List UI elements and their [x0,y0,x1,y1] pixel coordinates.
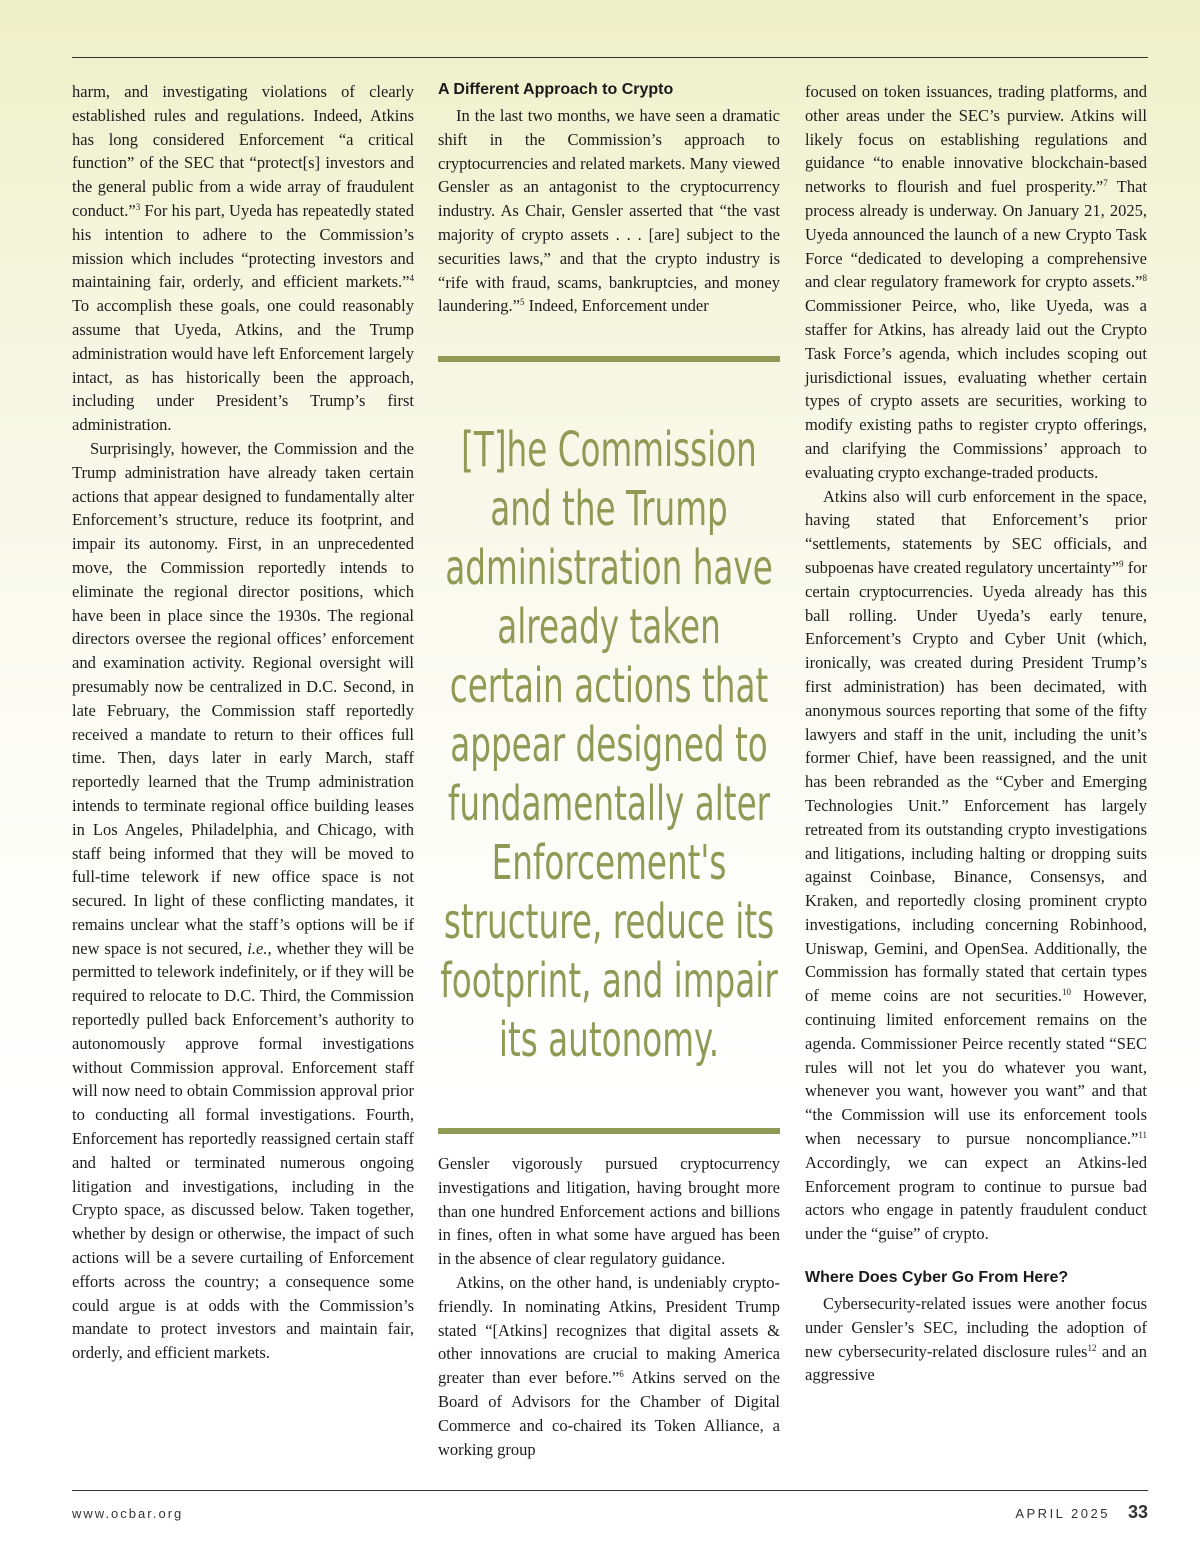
footnote-ref[interactable]: 3 [135,201,141,212]
column-1 [72,80,414,1365]
footer-date: APRIL 2025 [1015,1506,1110,1521]
footnote-ref[interactable]: 11 [1138,1130,1147,1141]
footnote-ref[interactable]: 5 [520,297,525,308]
paragraph: In the last two months, we have seen a dramatic shift in the Commission’s approach to cryptocurrencies and related markets. Many viewed Gensler as an antagonist to the cryptocurrency industry. As Chair, Gensler asserted that “the vast majority of crypto assets . . . [are] subject to the securities laws,” and that the crypto industry is “rife with fraud, scams, bankruptcies, and money laundering.”$^5$ Indeed, Enforcement under [438,106,780,316]
footnote-ref[interactable]: 6 [619,1369,624,1380]
footnote-ref[interactable]: 7 [1103,178,1108,189]
footnote-ref[interactable]: 9 [1118,558,1124,569]
paragraph: Cybersecurity-related issues were another focus under Gensler’s SEC, including the adoption of new cybersecurity-related disclosure rules$^{12}$ and an aggressive [805,1294,1148,1385]
pull-quote [438,356,780,1134]
paragraph: Gensler vigorously pursued cryptocurrency investigations and litigation, having brought more than one hundred Enforcement actions and billions in fines, often in what some have argued has been in the absence of clear regulatory guidance. [438,1154,780,1269]
footer-right [1015,1502,1148,1523]
column-2-continued [438,1152,780,1461]
pull-quote-text: [T]he Commission and the Trump administration have already taken certain actions that appear designed to fundamentally alter Enforcement's structure, reduce its footprint, and impair its autonomy. [440,421,778,1068]
paragraph: Atkins also will curb enforcement in the space, having stated that Enforcement’s prior “settlements, statements by SEC officials, and subpoenas have created regulatory uncertainty”$^9$ for certain cryptocurrencies. Uyeda already has this ball rolling. Under Uyeda’s early tenure, Enforcement’s Crypto and Cyber Unit (which, ironically, was created during President Trump’s first administration) has been decimated, with anonymous sources reporting that some of the fifty lawyers and staff in the unit, including the unit’s former Chief, have been reassigned, and the unit has been rebranded as the “Cyber and Emerging Technologies Unit.” Enforcement has largely retreated from its outstanding crypto investigations and litigations, including halting or dropping suits against Coinbase, Binance, Consensys, and Kraken, and reportedly closing prominent crypto investigations, including concerning Robinhood, Uniswap, Gemini, and OpenSea. Additionally, the Commission has formally stated that certain types of meme coins are not securities.$^{10}$ However, continuing limited enforcement remains on the agenda. Commissioner Peirce recently stated “SEC rules will not let you do whatever you want, whenever you want, however you want” and that “the Commission will use its enforcement tools when necessary to pursue noncompliance.”$^{11}$ Accordingly, we can expect an Atkins-led Enforcement program to continue to pursue bad actors who engage in patently fraudulent conduct under the “guise” of crypto. [805,486,1147,1244]
bottom-rule [72,1490,1148,1491]
paragraph: harm, and investigating violations of clearly established rules and regulations. Indeed, Atkins has long considered Enforcement “a critical function” of the SEC that “protect[s] investors and the general public from a wide array of fraudulent conduct.”$^3$ For his part, Uyeda has repeatedly stated his intention to adhere to the Commission’s mission which includes “protecting investors and maintaining fair, orderly, and efficient markets.”$^4$ To accomplish these goals, one could reasonably assume that Uyeda, Atkins, and the Trump administration would have left Enforcement largely intact, as has historically been the approach, including under President’s Trump’s first administration. [72,82,414,435]
paragraph: focused on token issuances, trading platforms, and other areas under the SEC’s purview. Atkins will likely focus on establishing regulations and guidance “to enable innovative blockchain-based networks to flourish and fuel prosperity.”$^7$ That process already is underway. On January 21, 2025, Uyeda announced the launch of a new Crypto Task Force “dedicated to developing a comprehensive and clear regulatory framework for crypto assets.”$^8$ Commissioner Peirce, who, like Uyeda, was a staffer for Atkins, has already laid out the Crypto Task Force’s agenda, which includes scoping out jurisdictional issues, evaluating whether certain types of crypto assets are securities, working to modify existing paths to register crypto offerings, and clarifying the Commissions’ approach to evaluating crypto exchange-traded products. [805,82,1147,482]
column-3 [805,80,1147,1387]
paragraph: Surprisingly, however, the Commission and the Trump administration have already taken certain actions that appear designed to fundamentally alter Enforcement’s structure, reduce its footprint, and impair its autonomy. First, in an unprecedented move, the Commission reportedly intends to eliminate the regional director positions, which have been in place since the 1930s. The regional directors oversee the regional offices’ enforcement and examination activity. Regional oversight will presumably now be centralized in D.C. Second, in late February, the Commission staff reportedly received a mandate to return to their offices full time. Then, days later in early March, staff reportedly learned that the Trump administration intends to terminate regional office building leases in Los Angeles, Philadelphia, and Chicago, with staff being informed that they will be moved to full-time telework if new office space is not secured. In light of these conflicting mandates, it remains unclear what the staff’s options will be if new space is not secured, i.e., whether they will be permitted to telework indefinitely, or if they will be required to relocate to D.C. Third, the Commission reportedly pulled back Enforcement’s authority to autonomously approve formal investigations without Commission approval. Enforcement staff will now need to obtain Commission approval prior to conducting all formal investigations. Fourth, Enforcement has reportedly reassigned certain staff and halted or terminated numerous ongoing litigation and investigations, including in the Crypto space, as discussed below. Taken together, whether by design or otherwise, the impact of such actions will be a severe curtailing of Enforcement efforts across the country; a consequence some could argue is at odds with the Commission’s mandate to protect investors and maintain fair, orderly, and efficient markets. [72,438,415,1363]
section-heading: Where Does Cyber Go From Here? [805,1269,1069,1287]
footnote-ref[interactable]: 4 [409,273,414,284]
column-2 [438,80,780,318]
footer-website[interactable]: www.ocbar.org [72,1506,184,1521]
top-rule [72,57,1148,58]
footnote-ref[interactable]: 10 [1061,987,1071,998]
footnote-ref[interactable]: 8 [1142,273,1147,284]
page-number: 33 [1127,1502,1148,1522]
footnote-ref[interactable]: 12 [1087,1342,1097,1353]
paragraph: Atkins, on the other hand, is undeniably crypto-friendly. In nominating Atkins, President Trump stated “[Atkins] recognizes that digital assets & other innovations are crucial to making America greater than ever before.”$^6$ Atkins served on the Board of Advisors for the Chamber of Digital Commerce and co-chaired its Token Alliance, a working group [438,1272,780,1459]
section-heading: A Different Approach to Crypto [438,81,674,98]
